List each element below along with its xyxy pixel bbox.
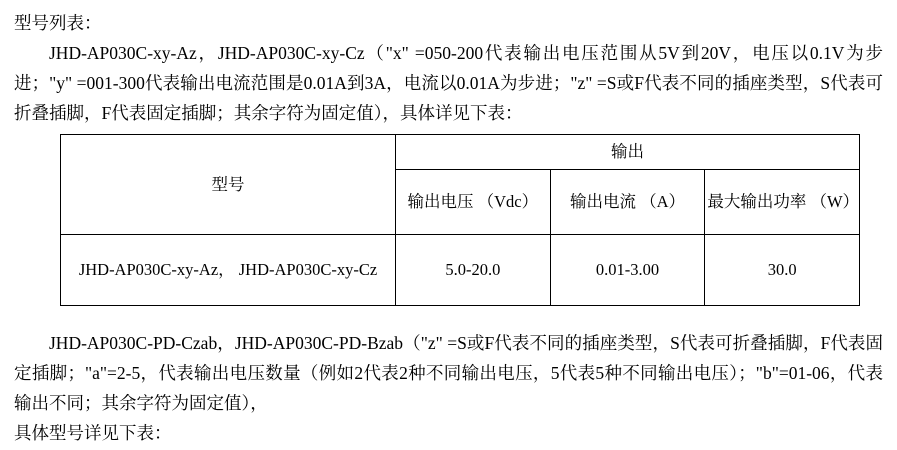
paragraph-model-rules-2: JHD-AP030C-PD-Czab，JHD-AP030C-PD-Bzab（"z" =S或F代表不同的插座类型，S代表可折叠插脚，F代表固定插脚；"a"=2-5，代表输出电压数量（例如2代表2种不同输出电压，5代表5种不同输出电压）；"b"=01-06，代表输出不同；其余字符为固定值）， [14,333,883,413]
table-row-group-header [61,135,860,170]
table-cell-voltage: 5.0-20.0 [396,235,551,306]
table-header-output-voltage: 输出电压 （Vdc） [396,170,551,235]
spacer [14,306,883,326]
table-header-output-group: 输出 [396,135,860,170]
table-row [61,235,860,306]
section-heading: 型号列表： [14,13,102,33]
table-header-max-output-power: 最大输出功率 （W） [705,170,860,235]
table-header-output-current: 输出电流 （A） [550,170,705,235]
table-cell-model: JHD-AP030C-xy-Az， JHD-AP030C-xy-Cz [61,235,396,306]
paragraph-model-rules-3: 具体型号详见下表： [14,423,172,443]
table-header-model: 型号 [61,135,396,235]
table-cell-power: 30.0 [705,235,860,306]
table-cell-current: 0.01-3.00 [550,235,705,306]
spec-table [60,134,860,306]
paragraph-model-rules-1: JHD-AP030C-xy-Az，JHD-AP030C-xy-Cz（"x" =050-200代表输出电压范围从5V到20V，电压以0.1V为步进；"y" =001-300代表输出电流范围是0.01A到3A，电流以0.01A为步进；"z" =S或F代表不同的插座类型，S代表可折叠插脚，F代表固定插脚；其余字符为固定值），具体详见下表： [14,43,883,123]
